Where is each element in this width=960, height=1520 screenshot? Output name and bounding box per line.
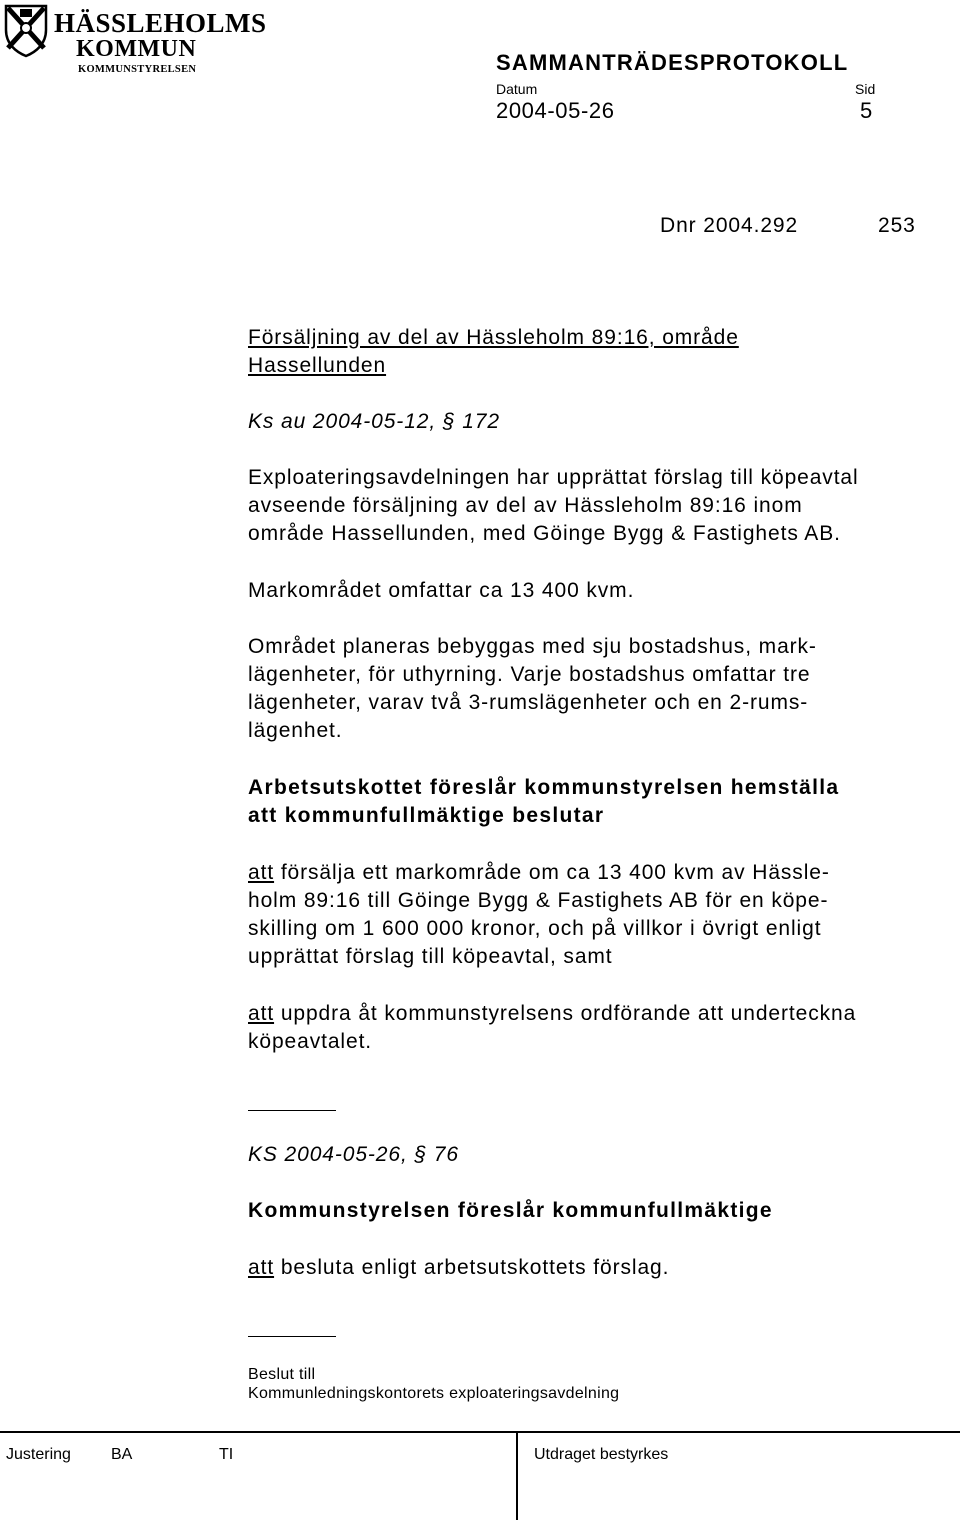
ks-reference-text: KS 2004-05-26, — [248, 1143, 408, 1166]
footer-justering: Justering — [6, 1446, 71, 1463]
paragraph-3-line1: Området planeras bebyggas med sju bostadshus, mark- — [248, 635, 817, 658]
logo-text-line3: KOMMUNSTYRELSEN — [78, 64, 197, 75]
section-symbol: § — [442, 410, 456, 433]
decision-2-line1 — [248, 1000, 856, 1028]
footer-utdraget: Utdraget bestyrkes — [534, 1446, 669, 1463]
decision-2-line2: köpeavtalet. — [248, 1030, 373, 1053]
date-label: Datum — [496, 81, 538, 97]
paragraph-number: 253 — [878, 214, 916, 237]
paragraph-2: Markområdet omfattar ca 13 400 kvm. — [248, 579, 635, 602]
paragraph-3-line4: lägenhet. — [248, 719, 343, 742]
paragraph-3-line3: lägenheter, varav två 3-rumslägenheter och en 2-rums- — [248, 691, 809, 714]
decision-sent-to-label: Beslut till — [248, 1366, 316, 1383]
page-label: Sid — [855, 81, 876, 97]
ks-au-reference-text: Ks au 2004-05-12, — [248, 410, 437, 433]
logo-text-line2: KOMMUN — [76, 36, 197, 62]
decision-1-line2: holm 89:16 till Göinge Bygg & Fastighets AB för en köpe- — [248, 889, 829, 912]
proposal-line1: Arbetsutskottet föreslår kommunstyrelsen hemställa — [248, 776, 840, 799]
decision-3 — [248, 1254, 669, 1282]
document-title: SAMMANTRÄDESPROTOKOLL — [496, 50, 849, 75]
footer-initials-2: TI — [219, 1446, 234, 1463]
municipality-logo — [0, 0, 267, 80]
matter-title-line2: Hassellunden — [248, 354, 387, 377]
page-number: 5 — [860, 98, 873, 123]
separator-line — [248, 1336, 336, 1337]
ks-reference — [248, 1141, 459, 1169]
ks-au-reference-number: 172 — [462, 410, 500, 433]
coat-of-arms-icon — [4, 4, 48, 58]
att-keyword: att — [248, 1256, 275, 1279]
decision-3-text: besluta enligt arbetsutskottets förslag. — [280, 1256, 670, 1279]
paragraph-3-line2: lägenheter, för uthyrning. Varje bostadshus omfattar tre — [248, 663, 811, 686]
decision-2-text: uppdra åt kommunstyrelsens ordförande att underteckna — [280, 1002, 857, 1025]
footer-initials-1: BA — [111, 1446, 133, 1463]
date-value: 2004-05-26 — [496, 98, 615, 123]
decision-1-line1 — [248, 859, 830, 887]
logo-text-line1: HÄSSLEHOLMS — [54, 8, 267, 38]
ks-reference-number: 76 — [433, 1143, 459, 1166]
ks-proposal: Kommunstyrelsen föreslår kommunfullmäktige — [248, 1199, 773, 1222]
decision-1-text: försälja ett markområde om ca 13 400 kvm av Hässle- — [280, 861, 830, 884]
paragraph-1-line3: område Hassellunden, med Göinge Bygg & Fastighets AB. — [248, 522, 841, 545]
section-symbol: § — [414, 1143, 428, 1166]
att-keyword: att — [248, 1002, 275, 1025]
decision-recipient: Kommunledningskontorets exploateringsavdelning — [248, 1385, 620, 1402]
case-dnr: Dnr 2004.292 — [660, 214, 799, 237]
footer-rule — [0, 1431, 960, 1433]
paragraph-1-line2: avseende försäljning av del av Hässleholm 89:16 inom — [248, 494, 803, 517]
att-keyword: att — [248, 861, 275, 884]
footer-divider — [516, 1432, 518, 1520]
separator-line — [248, 1110, 336, 1111]
decision-1-line4: upprättat förslag till köpeavtal, samt — [248, 945, 613, 968]
paragraph-1-line1: Exploateringsavdelningen har upprättat förslag till köpeavtal — [248, 466, 859, 489]
matter-title-line1: Försäljning av del av Hässleholm 89:16, område — [248, 326, 739, 349]
decision-1-line3: skilling om 1 600 000 kronor, och på villkor i övrigt enligt — [248, 917, 822, 940]
ks-au-reference — [248, 408, 500, 436]
proposal-line2: att kommunfullmäktige beslutar — [248, 804, 605, 827]
